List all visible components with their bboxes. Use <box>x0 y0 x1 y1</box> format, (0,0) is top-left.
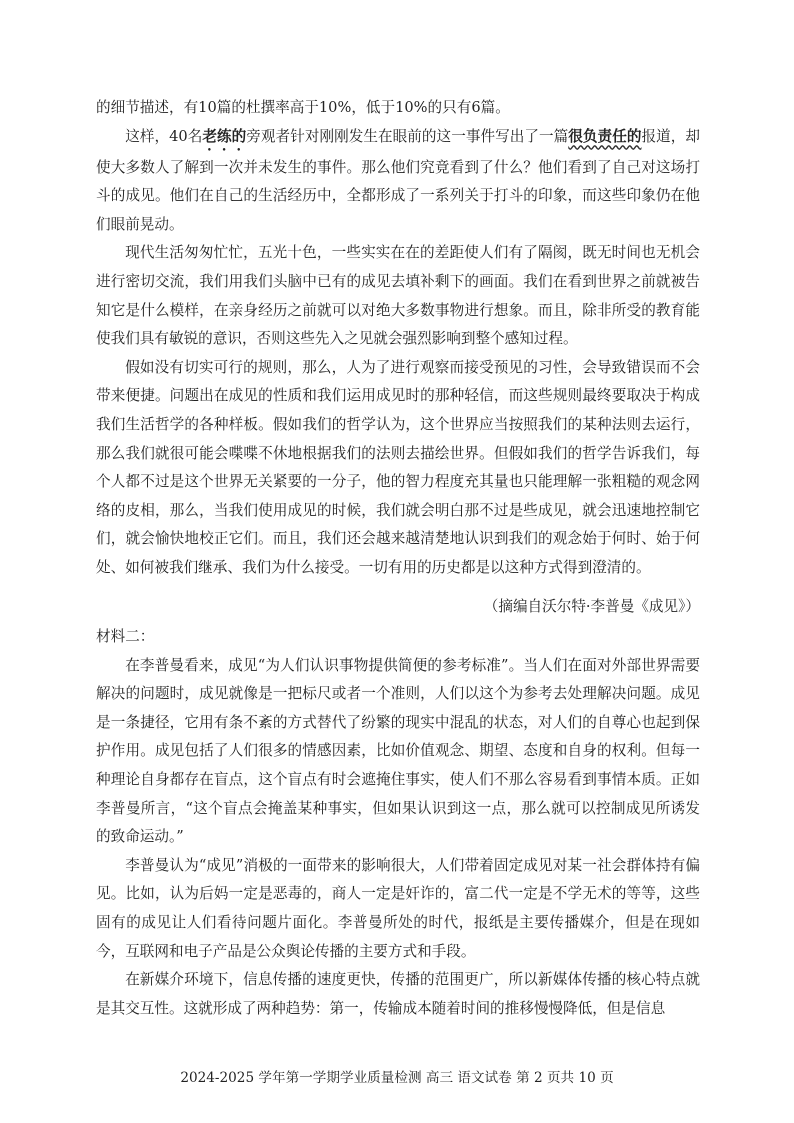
paragraph-2-part-2: 旁观者针对刚刚发生在眼前的这一事件写出了一篇 <box>246 127 569 145</box>
paragraph-4: 假如没有切实可行的规则，那么，人为了进行观察而接受预见的习性，会导致错误而不会带来便捷。问题出在成见的性质和我们运用成见时的那种轻信，而这些规则最终要取决于构成我们生活哲学的各种样板。假如我们的哲学认为，这个世界应当按照我们的某种法则去运行，那么我们就很可能会喋喋不休地根据我们的法则去描绘世界。但假如我们的哲学告诉我们，每个人都不过是这个世界无关紧要的一分子，他的智力程度充其量也只能理解一张粗糙的观念网络的皮相，那么，当我们使用成见的时候，我们就会明白那不过是些成见，就会迅速地控制它们，就会愉快地校正它们。而且，我们还会越来越清楚地认识到我们的观念始于何时、始于何处、如何被我们继承、我们为什么接受。一切有用的历史都是以这种方式得到澄清的。 <box>96 358 700 576</box>
emphasized-phrase-2: 很负责任的 <box>568 127 642 145</box>
paragraph-2 <box>96 123 700 240</box>
paragraph-6: 李普曼认为“成见”消极的一面带来的影响很大，人们带着固定成见对某一社会群体持有偏见。比如，认为后妈一定是恶毒的，商人一定是奸诈的，富二代一定是不学无术的等等，这些固有的成见让人们看待问题片面化。李普曼所处的时代，报纸是主要传播媒介，但是在现如今，互联网和电子产品是公众舆论传播的主要方式和手段。 <box>96 856 700 960</box>
source-citation: （摘编自沃尔特·李普曼《成见》） <box>483 597 700 615</box>
page-footer: 2024-2025 学年第一学期学业质量检测 高三 语文试卷 第 2 页共 10 页 <box>180 1070 614 1086</box>
body-text <box>96 94 700 1023</box>
paragraph-2-part-1: 这样，40名 <box>125 127 203 145</box>
paragraph-2-part-3: 报道，却使大多数人了解到一次并未发生的事件。那么他们究竟看到了什么？他们看到了自己对这场打斗的成见。他们在自己的生活经历中，全都形成了一系列关于打斗的印象，而这些印象仍在他们眼前晃动。 <box>96 127 700 233</box>
section-heading: 材料二： <box>96 628 155 646</box>
paragraph-7: 在新媒介环境下，信息传播的速度更快，传播的范围更广，所以新媒体传播的核心特点就是其交互性。这就形成了两种趋势：第一，传输成本随着时间的推移慢慢降低，但是信息 <box>96 971 700 1017</box>
paragraph-5: 在李普曼看来，成见“为人们认识事物提供简便的参考标准”。当人们在面对外部世界需要解决的问题时，成见就像是一把标尺或者一个准则，人们以这个为参考去处理解决问题。成见是一条捷径，它用有条不紊的方式替代了纷繁的现实中混乱的状态，对人们的自尊心也起到保护作用。成见包括了人们很多的情感因素，比如价值观念、期望、态度和自身的权利。但每一种理论自身都存在盲点，这个盲点有时会遮掩住事实，使人们不那么容易看到事情本质。正如李普曼所言，“这个盲点会掩盖某种事实，但如果认识到这一点，那么就可以控制成见所诱发的致命运动。” <box>96 656 700 846</box>
paragraph-3: 现代生活匆匆忙忙，五光十色，一些实实在在的差距使人们有了隔阂，既无时间也无机会进行密切交流，我们用我们头脑中已有的成见去填补剩下的画面。我们在看到世界之前就被告知它是什么模样，在亲身经历之前就可以对绝大多数事物进行想象。而且，除非所受的教育能使我们具有敏锐的意识，否则这些先入之见就会强烈影响到整个感知过程。 <box>96 244 700 348</box>
paragraph-1: 的细节描述，有10篇的杜撰率高于10%，低于10%的只有6篇。 <box>96 99 510 116</box>
emphasized-phrase-1: 老练的 <box>202 127 247 145</box>
